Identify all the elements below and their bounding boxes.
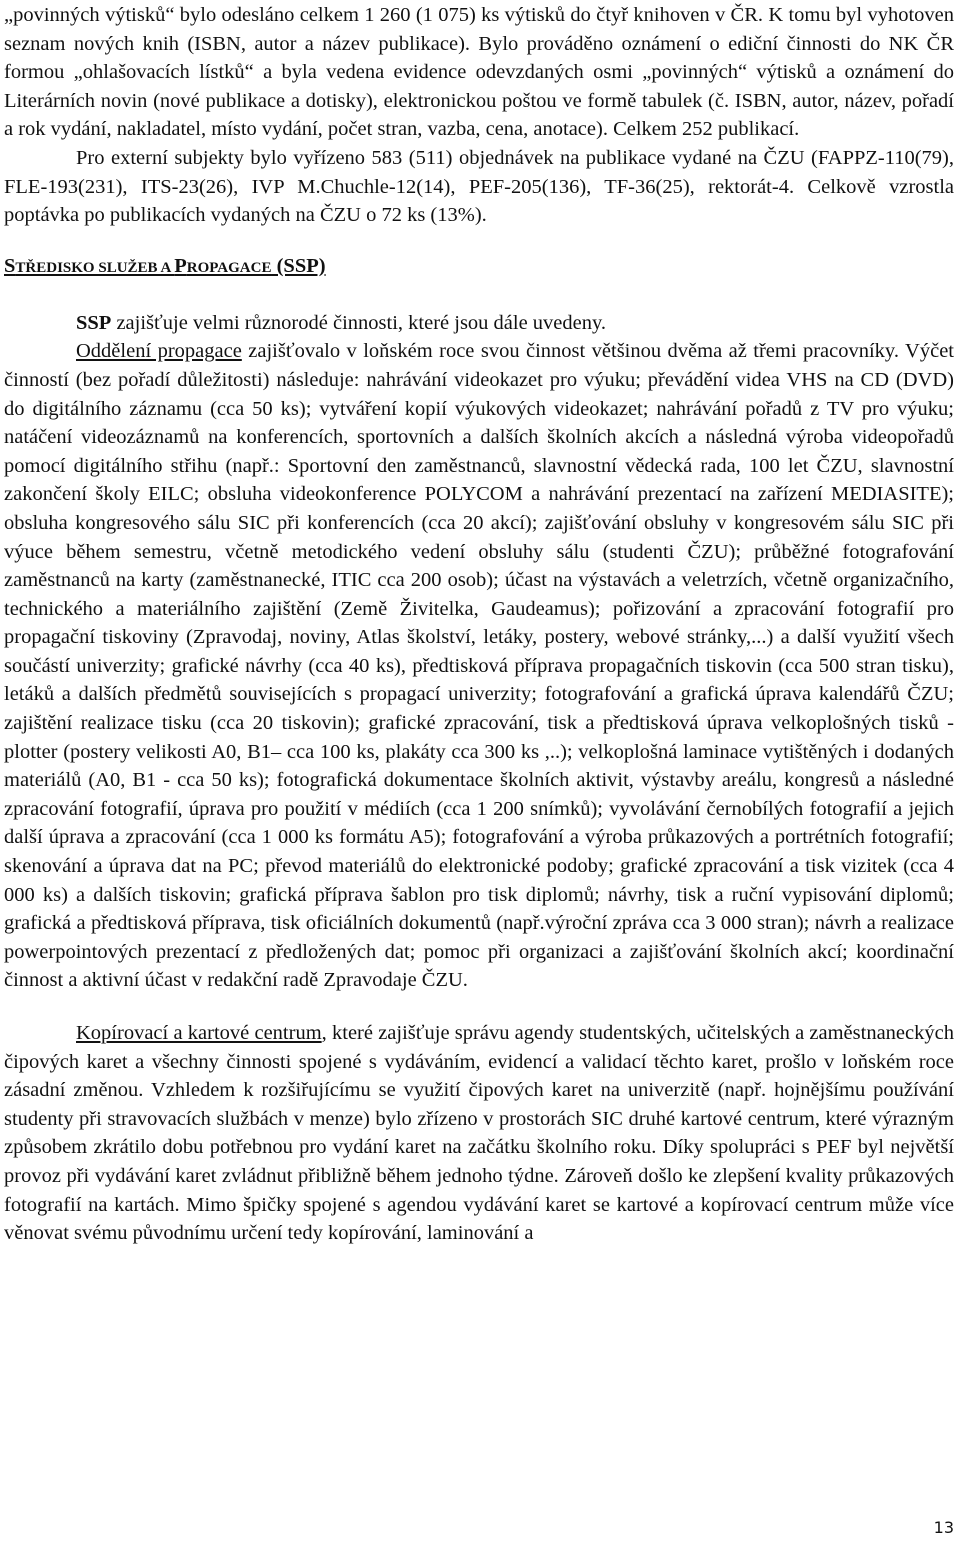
heading-initial-s: S	[4, 254, 16, 277]
kopirovaci-centrum-label: Kopírovací a kartové centrum	[76, 1022, 322, 1044]
oddeleni-propagace-text: zajišťovalo v loňském roce svou činnost většinou dvěma až třemi pracovníky. Výčet činností (bez pořadí důležitosti) následuje: nahrávání videokazet pro výuku; převádění videa VHS na CD (DVD) do digitálního záznamu (cca 50 ks); vytváření kopií výukových videokazet; nahrávání pořadů z TV pro výuku; natáčení videozáznamů na konferencích, sportovních a dalších školních akcích a následná výroba videopořadů pomocí digitálního střihu (např.: Sportovní den zaměstnanců, slavnostní vědecká rada, 100 let ČZU, slavnostní zakončení školy EILC; obsluha videokonference POLYCOM a nahrávání prezentací na zařízení MEDIASITE); obsluha kongresového sálu SIC při konferencích (cca 20 akcí); zajišťování obsluhy v kongresovém sálu SIC při výuce během semestru, včetně metodického vedení obsluhy sálu (studenti ČZU); průběžné fotografování zaměstnanců na karty (zaměstnanecké, ITIC cca 200 osob); účast na výstavách a veletrzích, včetně organizačního, technického a materiálního zajištění (Země Živitelka, Gaudeamus); pořizování a zpracování fotografií pro propagační tiskoviny (Zpravodaj, noviny, Atlas školství, letáky, postery, webové stránky,...) a další využití všech součástí univerzity; grafické návrhy (cca 40 ks), předtisková příprava propagačních tiskovin (cca 500 stran tisku), letáků a dalších předmětů souvisejících s propagací univerzity; fotografování a grafická úprava kalendářů ČZU; zajištění realizace tisku (cca 20 tiskovin); grafické zpracování, tisk a předtisková úprava velkoplošných tisků - plotter (postery velikosti A0, B1– cca 100 ks, plakáty cca 300 ks ,..); velkoplošná laminace vytištěných i dodaných materiálů (A0, B1 - cca 50 ks); fotografická dokumentace školních aktivit, výstavby areálu, kongresů a následné zpracování fotografií, úprava pro použití v médiích (cca 1 200 snímků); vyvolávání černobílých fotografií a jejich další úprava a zpracování (cca 1 000 ks formátu A5); fotografování a výroba průkazových a portrétních fotografií; skenování a úprava dat na PC; převod materiálů do elektronické podoby; grafické zpracování a tisk vizitek (cca 4 000 ks) a dalších tiskovin; grafická příprava šablon pro tisk diplomů; návrhy, tisk a ruční vypisování diplomů; grafická a předtisková příprava, tisk oficiálních dokumentů (např.výroční zpráva cca 3 000 stran); návrh a realizace powerpointových prezentací z předložených dat; pomoc při organizaci a zajišťování školních akcí; koordinační činnost a aktivní účast v redakční radě Zpravodaje ČZU.	[4, 340, 954, 992]
oddeleni-propagace-label: Oddělení propagace	[76, 340, 242, 363]
ssp-intro-text: zajišťuje velmi různorodé činnosti, které jsou dále uvedeny.	[111, 311, 607, 334]
kopirovaci-centrum-text: , které zajišťuje správu agendy studentských, učitelských a zaměstnaneckých čipových karet a všechny činnosti spojené s vydáváním, evidencí a validací těchto karet, prošlo v loňském roce zásadní změnou. Vzhledem k rozšiřujícímu se využití čipových karet na univerzitě (např. hojnějšímu používání studenty při stravovacích službách v menze) bylo zřízeno v prostorách SIC druhé kartové centrum, které výrazným způsobem zkrátilo dobu potřebnou pro vydání karet na začátku školního roku. Díky spolupráci s PEF byl největší provoz při vydávání karet zvládnut přibližně během jednoho týdne. Zároveň došlo ke zlepšení kvality průkazových fotografií na kartách. Mimo špičky spojené s agendou vydávání karet se kartové a kopírovací centrum může více věnovat svému původnímu určení tedy kopírování, laminování a	[4, 1022, 954, 1245]
paragraph-kopirovaci-centrum	[4, 1019, 954, 1248]
page-number: 13	[933, 1518, 954, 1537]
spacer	[4, 995, 954, 1019]
heading-abbreviation: (SSP)	[271, 254, 326, 277]
spacer	[4, 282, 954, 309]
heading-smallcaps-1: TŘEDISKO SLUŽEB A	[15, 259, 175, 276]
heading-smallcaps-2: ROPAGACE	[186, 259, 272, 276]
paragraph-externi-subjekty: Pro externí subjekty bylo vyřízeno 583 (511) objednávek na publikace vydané na ČZU (FAPPZ-110(79), FLE-193(231), ITS-23(26), IVP M.Chuchle-12(14), PEF-205(136), TF-36(25), rektorát-4. Celkově vzrostla poptávka po publikacích vydaných na ČZU o 72 ks (13%).	[4, 146, 954, 227]
paragraph-povinne-vytisky: „povinných výtisků“ bylo odesláno celkem 1 260 (1 075) ks výtisků do čtyř knihoven v ČR. K tomu byl vyhotoven seznam nových knih (ISBN, autor a název publikace). Bylo prováděno oznámení o ediční činnosti do NK ČR formou „ohlašovacích lístků“ a byla vedena evidence odevzdaných osmi „povinných“ výtisků a oznámení do Literárních novin (nové publikace a dotisky), elektronickou poštou ve formě tabulek (č. ISBN, autor, název, pořadí a rok vydání, nakladatel, místo vydání, počet stran, vazba, cena, anotace). Celkem 252 publikací.	[4, 4, 954, 141]
section-heading-ssp	[4, 252, 954, 282]
paragraph-oddeleni-propagace	[4, 337, 954, 995]
heading-initial-p: P	[174, 254, 187, 277]
paragraph-ssp-intro	[4, 309, 954, 338]
document-page	[4, 0, 954, 1248]
ssp-bold-label: SSP	[76, 311, 112, 334]
